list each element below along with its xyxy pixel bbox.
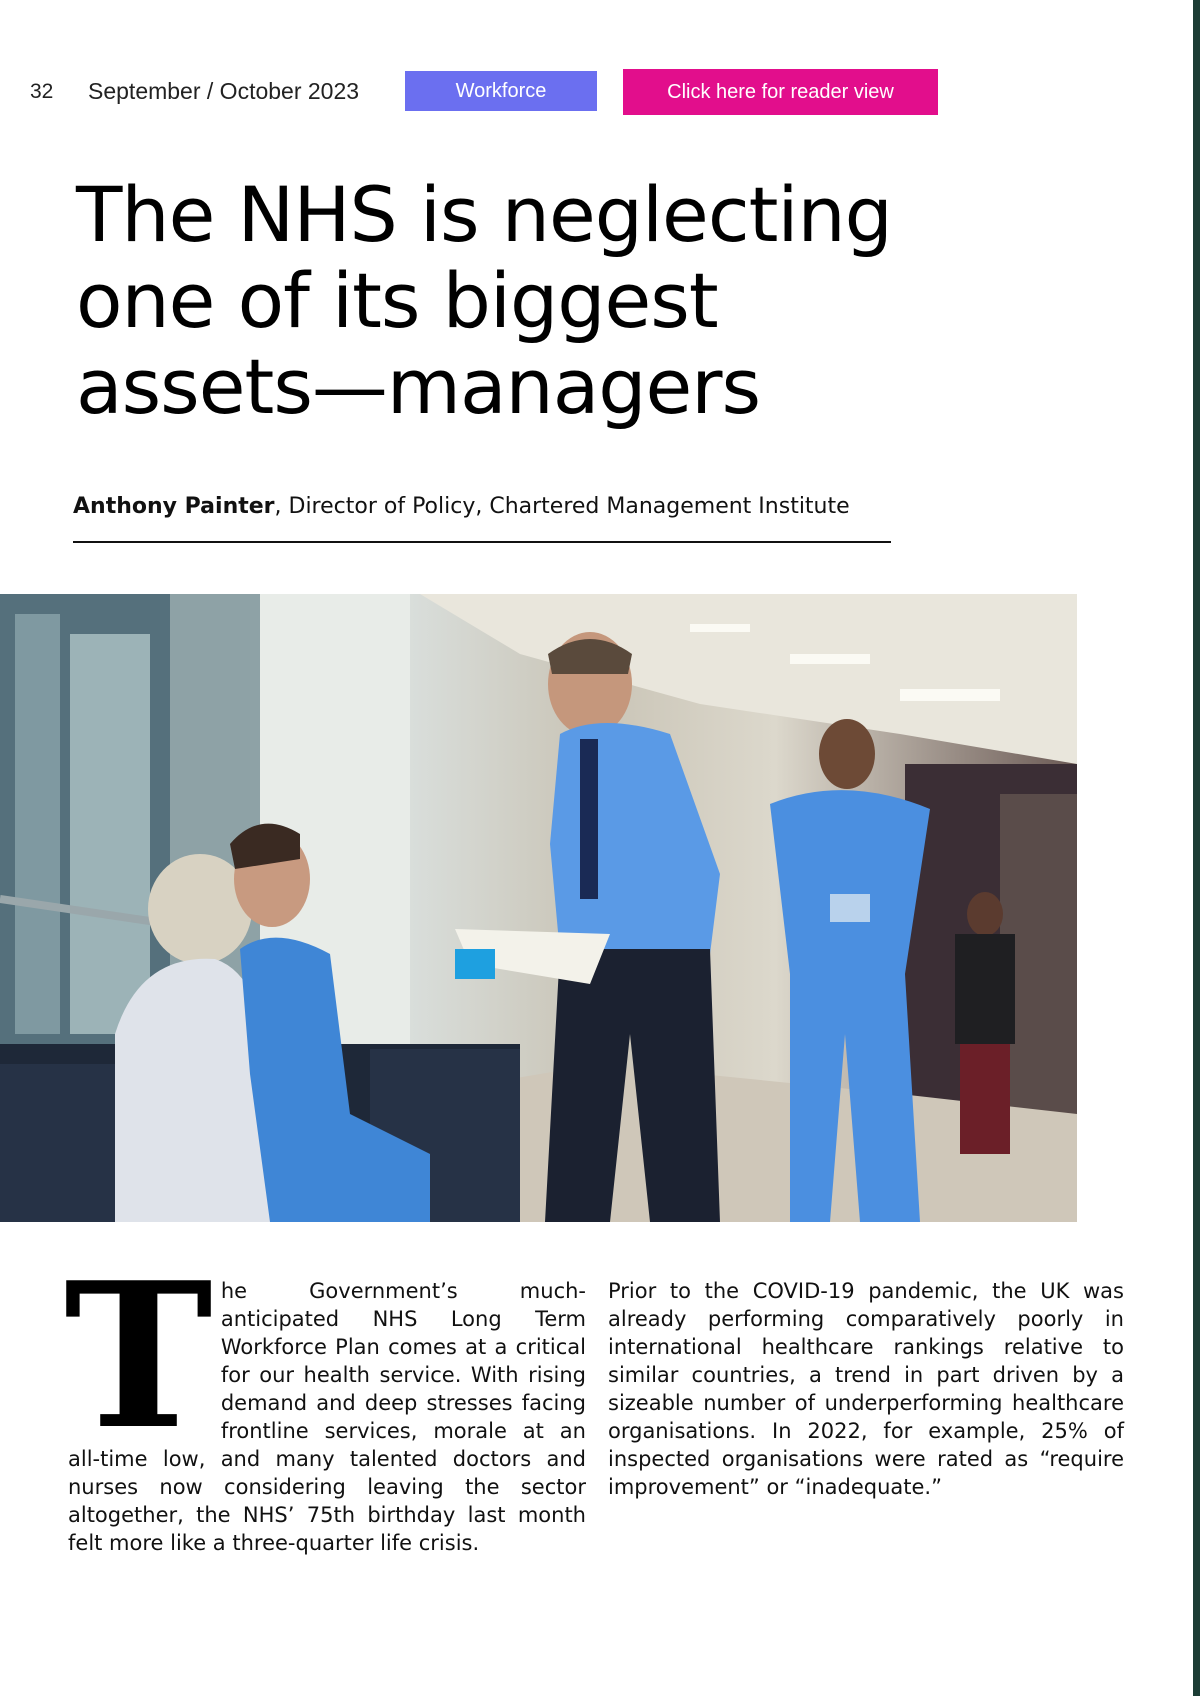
issue-date: September / October 2023	[88, 78, 360, 104]
reader-view-button[interactable]: Click here for reader view	[623, 69, 938, 115]
byline-divider	[73, 541, 891, 543]
article-photo	[0, 594, 1077, 1222]
author-name: Anthony Painter	[73, 494, 275, 519]
category-tag-workforce[interactable]: Workforce	[405, 71, 597, 111]
byline	[73, 494, 893, 519]
article-column-left	[64, 1239, 586, 1557]
page-number: 32	[30, 80, 54, 103]
author-role: , Director of Policy, Chartered Management Institute	[274, 494, 850, 519]
article-headline: The NHS is neglecting one of its biggest assets—managers	[76, 170, 892, 431]
paragraph-1: he Government’s much-anticipated NHS Long Term Workforce Plan comes at a critical for our health service. With rising demand and deep stresses facing frontline services, morale at an all-time low, and many talented doctors and nurses now considering leaving the sector altogether, the NHS’ 75th birthday last month felt more like a three-quarter life crisis.	[68, 1279, 586, 1555]
paragraph-2: Prior to the COVID-19 pandemic, the UK was already performing comparatively poorly in international healthcare rankings relative to similar countries, a trend in part driven by a sizeable number of underperforming healthcare organisations. In 2022, for example, 25% of inspected organisations were rated as “require improvement” or “inadequate.”	[608, 1279, 1124, 1499]
drop-cap: T	[64, 1239, 213, 1474]
page-edge-strip	[1193, 0, 1200, 1696]
